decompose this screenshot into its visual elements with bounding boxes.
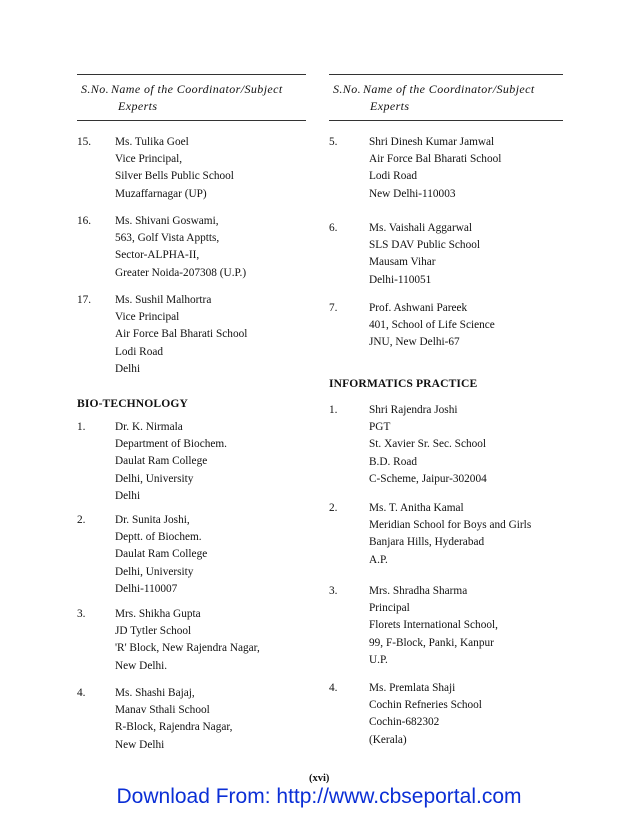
address-line: Daulat Ram College	[115, 455, 208, 468]
address-line: Air Force Bal Bharati School	[115, 328, 248, 341]
address-line: 563, Golf Vista Apptts,	[115, 232, 220, 245]
address-line: Banjara Hills, Hyderabad	[369, 536, 485, 549]
right-column	[329, 74, 563, 746]
coordinator-details	[115, 213, 306, 282]
coordinator-name: Mrs. Shikha Gupta	[115, 608, 201, 620]
name-heading: Name of the Coordinator/Subject	[363, 82, 535, 96]
serial-number: 17.	[77, 294, 92, 306]
serial-number: 16.	[77, 215, 92, 227]
coordinator-details	[115, 134, 306, 203]
address-line: 401, School of Life Science	[369, 319, 495, 332]
page-number: (xvi)	[309, 773, 330, 784]
address-line: New Delhi-110003	[369, 187, 456, 200]
coordinator-details	[369, 680, 563, 749]
address-line: Sector-ALPHA-II,	[115, 249, 200, 262]
address-line: Meridian School for Boys and Girls	[369, 519, 532, 532]
serial-number: 15.	[77, 136, 92, 148]
address-line: Vice Principal	[115, 311, 180, 324]
section-heading: BIO-TECHNOLOGY	[77, 397, 188, 410]
address-line: JNU, New Delhi-67	[369, 336, 460, 349]
address-line: Air Force Bal Bharati School	[369, 153, 502, 166]
coordinator-name: Ms. Shivani Goswami,	[115, 215, 219, 227]
serial-number: 5.	[329, 136, 338, 148]
coordinator-name: Dr. K. Nirmala	[115, 421, 183, 433]
address-line: Department of Biochem.	[115, 438, 227, 451]
address-line: Cochin Refneries School	[369, 699, 482, 712]
list-item	[77, 512, 306, 598]
address-line: 99, F-Block, Panki, Kanpur	[369, 636, 494, 649]
list-item	[329, 134, 563, 203]
coordinator-details	[369, 583, 563, 669]
left-column	[77, 74, 306, 751]
coordinator-name: Ms. Tulika Goel	[115, 136, 189, 148]
list-item	[77, 292, 306, 378]
serial-number: 3.	[329, 585, 338, 597]
coordinator-name: Shri Dinesh Kumar Jamwal	[369, 136, 495, 148]
address-line: Silver Bells Public School	[115, 170, 234, 183]
coordinator-details	[369, 402, 563, 488]
coordinator-name: Ms. Premlata Shaji	[369, 682, 456, 694]
list-item	[77, 606, 306, 675]
address-line: (Kerala)	[369, 733, 407, 746]
address-line: St. Xavier Sr. Sec. School	[369, 438, 487, 451]
list-item	[77, 134, 306, 203]
address-line: R-Block, Rajendra Nagar,	[115, 721, 233, 734]
coordinator-name: Prof. Ashwani Pareek	[369, 302, 468, 314]
address-line: Delhi, University	[115, 565, 194, 578]
sno-heading: S.No.	[81, 82, 110, 96]
list-item	[77, 419, 306, 505]
address-line: Delhi	[115, 489, 141, 502]
serial-number: 4.	[77, 687, 86, 699]
serial-number: 6.	[329, 222, 338, 234]
address-line: Principal	[369, 602, 410, 615]
address-line: New Delhi.	[115, 659, 168, 672]
list-item	[77, 213, 306, 282]
list-item	[329, 583, 563, 669]
list-item	[329, 220, 563, 289]
list-item	[329, 300, 563, 352]
coordinator-details	[115, 419, 306, 505]
address-line: Mausam Vihar	[369, 256, 436, 269]
address-line: New Delhi	[115, 738, 165, 751]
name-heading-cont: Experts	[370, 99, 410, 113]
address-line: Delhi, University	[115, 472, 194, 485]
coordinator-name: Ms. Vaishali Aggarwal	[369, 222, 473, 234]
list-item	[77, 685, 306, 754]
address-line: Deptt. of Biochem.	[115, 531, 202, 544]
serial-number: 1.	[77, 421, 86, 433]
coordinator-name: Ms. Sushil Malhortra	[115, 294, 212, 306]
left-table-header	[77, 74, 306, 121]
coordinator-details	[115, 292, 306, 378]
address-line: Greater Noida-207308 (U.P.)	[115, 266, 247, 279]
address-line: Vice Principal,	[115, 153, 183, 166]
address-line: Cochin-682302	[369, 716, 440, 729]
sno-heading: S.No.	[333, 82, 362, 96]
serial-number: 2.	[329, 502, 338, 514]
address-line: 'R' Block, New Rajendra Nagar,	[115, 642, 260, 655]
coordinator-details	[369, 500, 563, 569]
address-line: Delhi-110007	[115, 582, 178, 595]
address-line: Manav Sthali School	[115, 704, 210, 717]
address-line: SLS DAV Public School	[369, 239, 481, 252]
coordinator-name: Ms. Shashi Bajaj,	[115, 687, 195, 699]
coordinator-details	[369, 300, 563, 352]
address-line: C-Scheme, Jaipur-302004	[369, 472, 487, 485]
serial-number: 1.	[329, 404, 338, 416]
coordinator-details	[115, 685, 306, 754]
address-line: Delhi	[115, 362, 141, 375]
address-line: PGT	[369, 421, 391, 434]
serial-number: 7.	[329, 302, 338, 314]
address-line: Lodi Road	[369, 170, 418, 183]
address-line: JD Tytler School	[115, 625, 192, 638]
name-heading-cont: Experts	[118, 99, 158, 113]
address-line: B.D. Road	[369, 455, 418, 468]
address-line: Daulat Ram College	[115, 548, 208, 561]
coordinator-details	[115, 606, 306, 675]
address-line: Lodi Road	[115, 345, 164, 358]
address-line: A.P.	[369, 553, 388, 566]
serial-number: 4.	[329, 682, 338, 694]
address-line: U.P.	[369, 653, 388, 666]
coordinator-details	[369, 220, 563, 289]
serial-number: 3.	[77, 608, 86, 620]
list-item	[329, 680, 563, 749]
coordinator-name: Shri Rajendra Joshi	[369, 404, 458, 416]
download-link[interactable]: Download From: http://www.cbseportal.com	[116, 785, 522, 808]
list-item	[329, 402, 563, 488]
coordinator-name: Ms. T. Anitha Kamal	[369, 502, 464, 514]
coordinator-name: Mrs. Shradha Sharma	[369, 585, 468, 597]
address-line: Muzaffarnagar (UP)	[115, 187, 207, 200]
coordinator-details	[369, 134, 563, 203]
right-table-header	[329, 74, 563, 121]
coordinator-name: Dr. Sunita Joshi,	[115, 514, 190, 526]
section-heading: INFORMATICS PRACTICE	[329, 377, 478, 390]
address-line: Delhi-110051	[369, 273, 432, 286]
coordinator-details	[115, 512, 306, 598]
name-heading: Name of the Coordinator/Subject	[111, 82, 283, 96]
serial-number: 2.	[77, 514, 86, 526]
address-line: Florets International School,	[369, 619, 498, 632]
list-item	[329, 500, 563, 569]
